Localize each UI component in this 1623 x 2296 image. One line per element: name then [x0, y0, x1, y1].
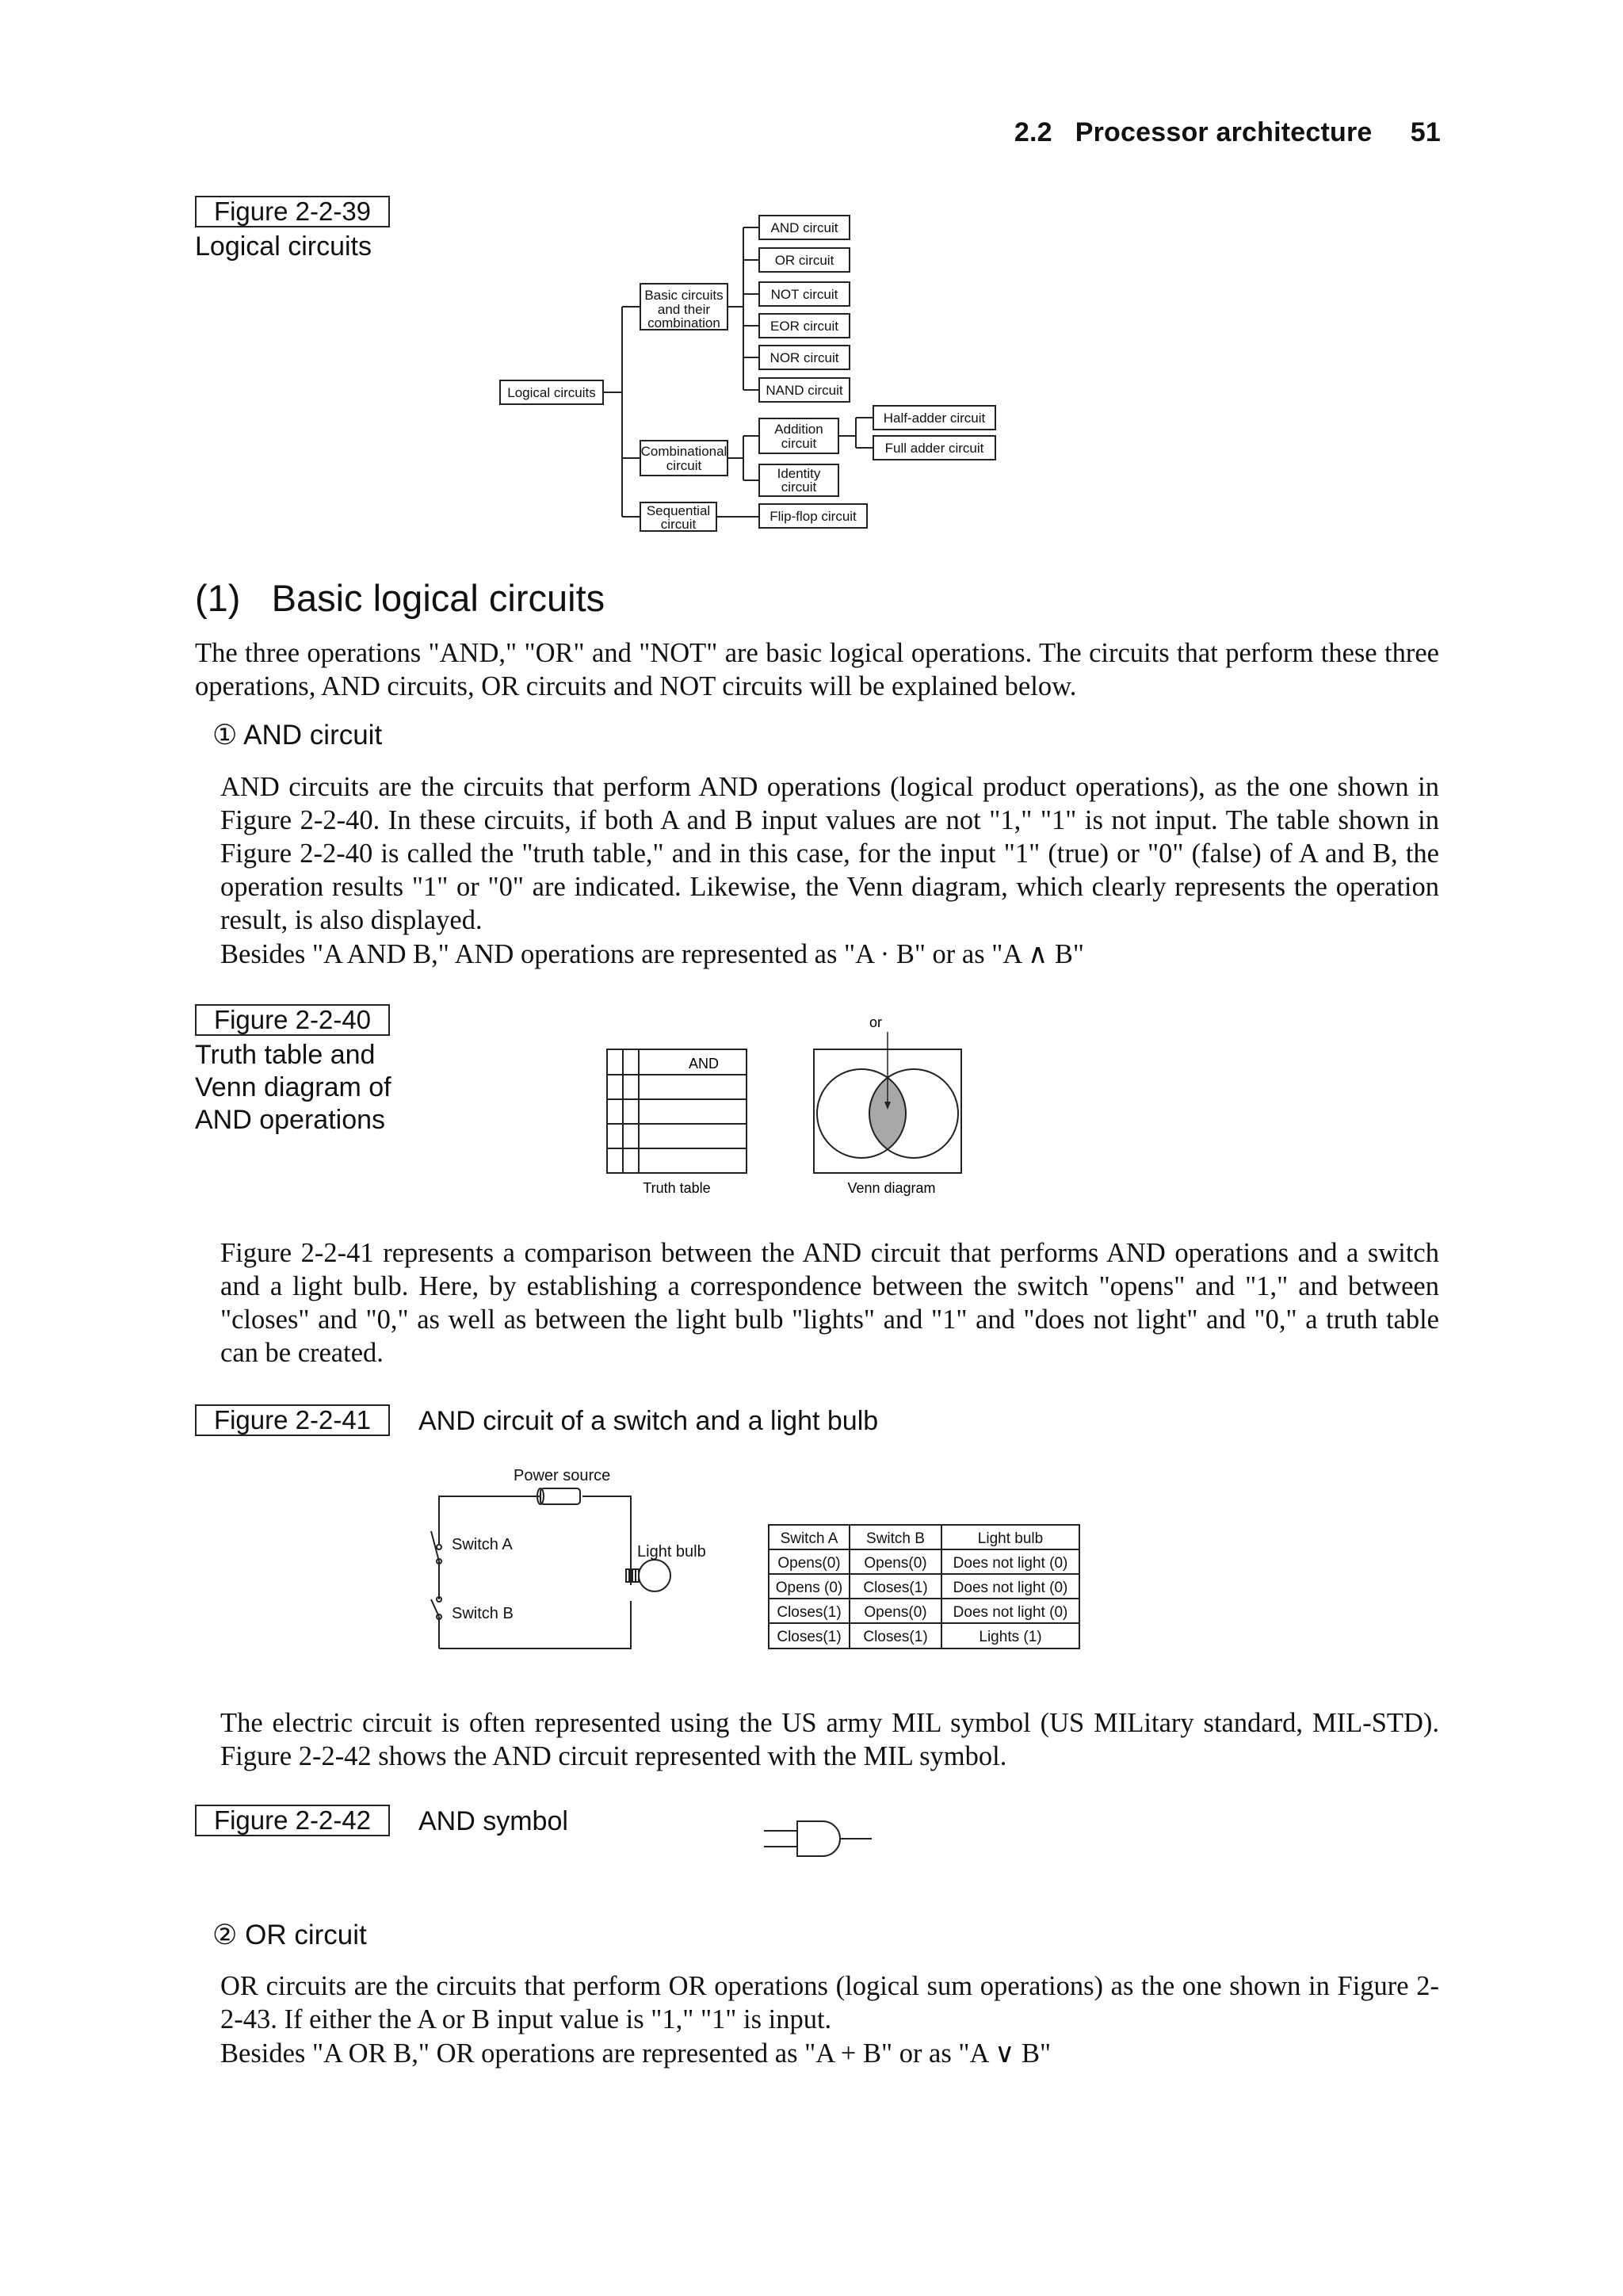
truth-table-grid — [607, 1049, 747, 1173]
intro-paragraph: The three operations "AND," "OR" and "NOT" are basic logical operations. The circuits that perform these three operations, AND circuits, OR circuits and NOT circuits will be explained below. — [195, 638, 1439, 701]
svg-text:OR circuit: OR circuit — [774, 253, 834, 268]
and-circuit-heading: ① AND circuit — [212, 720, 383, 751]
figure-title: AND circuit of a switch and a light bulb — [418, 1406, 879, 1436]
svg-text:Identity: Identity — [777, 466, 821, 481]
light-bulb-label: Light bulb — [637, 1543, 706, 1561]
or-paragraph-2: Besides "A OR B," OR operations are represented as "A + B" or as "A ∨ B" — [220, 2038, 1052, 2069]
svg-text:Closes(1): Closes(1) — [863, 1629, 928, 1645]
logical-circuits-tree — [491, 211, 1006, 544]
switch-a-label: Switch A — [452, 1536, 513, 1553]
svg-text:AND circuit: AND circuit — [770, 220, 838, 235]
and-paragraph-2: Besides "A AND B," AND operations are represented as "A · B" or as "A ∧ B" — [220, 939, 1084, 969]
power-source-label: Power source — [514, 1467, 611, 1484]
svg-text:Opens(0): Opens(0) — [777, 1555, 841, 1572]
svg-text:combination: combination — [647, 315, 720, 330]
section-number: 2.2 — [1014, 117, 1052, 147]
and-paragraph-1: AND circuits are the circuits that perform AND operations (logical product operations), as the one shown in Figure 2-2-40. In these circuits, if both A and B input values are not "1," "1" is not input. The table shown in Figure 2-2-40 is called the "truth table," and in this case, for the input "1" (true) or "0" (false) of A and B, the operation results "1" or "0" are indicated. Likewise, the Venn diagram, which clearly represents the operation result, is also displayed. — [220, 772, 1439, 935]
svg-text:Sequential: Sequential — [646, 503, 711, 518]
svg-text:circuit: circuit — [660, 517, 697, 532]
svg-text:Lights (1): Lights (1) — [979, 1629, 1042, 1645]
table-header-light-bulb: Light bulb — [977, 1530, 1044, 1547]
svg-text:NAND circuit: NAND circuit — [766, 383, 843, 398]
svg-text:Half-adder circuit: Half-adder circuit — [883, 411, 986, 426]
section-title: Processor architecture — [1075, 117, 1373, 147]
truth-table-header: AND — [688, 1056, 720, 1072]
truth-table-caption: Truth table — [643, 1180, 711, 1196]
or-circuit-heading: ② OR circuit — [212, 1920, 367, 1950]
venn-caption: Venn diagram — [847, 1180, 936, 1196]
svg-text:Does not light (0): Does not light (0) — [953, 1604, 1068, 1621]
svg-text:Closes(1): Closes(1) — [777, 1604, 842, 1621]
figure-label: Figure 2-2-39 — [195, 196, 390, 227]
figure-label: Figure 2-2-40 — [195, 1004, 390, 1036]
figure-label: Figure 2-2-41 — [195, 1404, 390, 1436]
svg-text:Does not light (0): Does not light (0) — [953, 1555, 1068, 1572]
svg-text:Closes(1): Closes(1) — [777, 1629, 842, 1645]
section-heading: (1) Basic logical circuits — [195, 577, 605, 619]
svg-text:circuit: circuit — [781, 479, 817, 495]
figure-label: Figure 2-2-42 — [195, 1805, 390, 1836]
svg-text:Flip-flop circuit: Flip-flop circuit — [769, 509, 857, 524]
table-header-switch-a: Switch A — [780, 1530, 838, 1547]
table-header-switch-b: Switch B — [866, 1530, 925, 1547]
svg-text:Opens(0): Opens(0) — [864, 1555, 927, 1572]
venn-or-label: or — [869, 1014, 883, 1030]
fig41-intro-paragraph: Figure 2-2-41 represents a comparison between the AND circuit that performs AND operations and a switch and a light bulb. Here, by establishing a correspondence between the switch "opens" and "1," and between "closes" and "0," as well as between the light bulb "lights" and "1" and "does not light" and "0," a truth table can be created. — [220, 1238, 1439, 1368]
page-number: 51 — [1410, 117, 1441, 147]
and-gate-symbol — [761, 1815, 880, 1862]
svg-text:NOT circuit: NOT circuit — [770, 287, 838, 302]
figure-title: Logical circuits — [195, 231, 372, 262]
mil-paragraph: The electric circuit is often represented using the US army MIL symbol (US MILitary standard, MIL-STD). Figure 2-2-42 shows the AND circuit represented with the MIL symbol. — [220, 1708, 1439, 1771]
svg-text:circuit: circuit — [666, 458, 702, 473]
svg-text:NOR circuit: NOR circuit — [769, 350, 839, 365]
svg-text:circuit: circuit — [781, 436, 817, 451]
svg-text:Basic circuits: Basic circuits — [644, 288, 724, 303]
running-head — [1014, 117, 1441, 148]
svg-text:Opens(0): Opens(0) — [864, 1604, 927, 1621]
figure-title: Truth table and Venn diagram of AND operations — [195, 1040, 391, 1135]
switch-b-label: Switch B — [452, 1605, 514, 1622]
svg-text:Does not light (0): Does not light (0) — [953, 1580, 1068, 1596]
svg-text:Combinational: Combinational — [640, 444, 727, 459]
or-paragraph-1: OR circuits are the circuits that perform OR operations (logical sum operations) as the one shown in Figure 2-2-43. If either the A or B input value is "1," "1" is input. — [220, 1971, 1439, 2034]
svg-text:and their: and their — [657, 302, 711, 317]
node-root-label: Logical circuits — [507, 385, 596, 400]
figure-title: AND symbol — [418, 1806, 568, 1836]
switch-bulb-figure — [412, 1458, 1094, 1656]
svg-text:Opens (0): Opens (0) — [775, 1580, 843, 1596]
svg-text:Closes(1): Closes(1) — [863, 1580, 928, 1596]
truth-table-venn-figure — [602, 1013, 975, 1211]
svg-text:Addition: Addition — [774, 422, 823, 437]
svg-text:Full adder circuit: Full adder circuit — [884, 441, 984, 456]
svg-text:EOR circuit: EOR circuit — [770, 319, 838, 334]
